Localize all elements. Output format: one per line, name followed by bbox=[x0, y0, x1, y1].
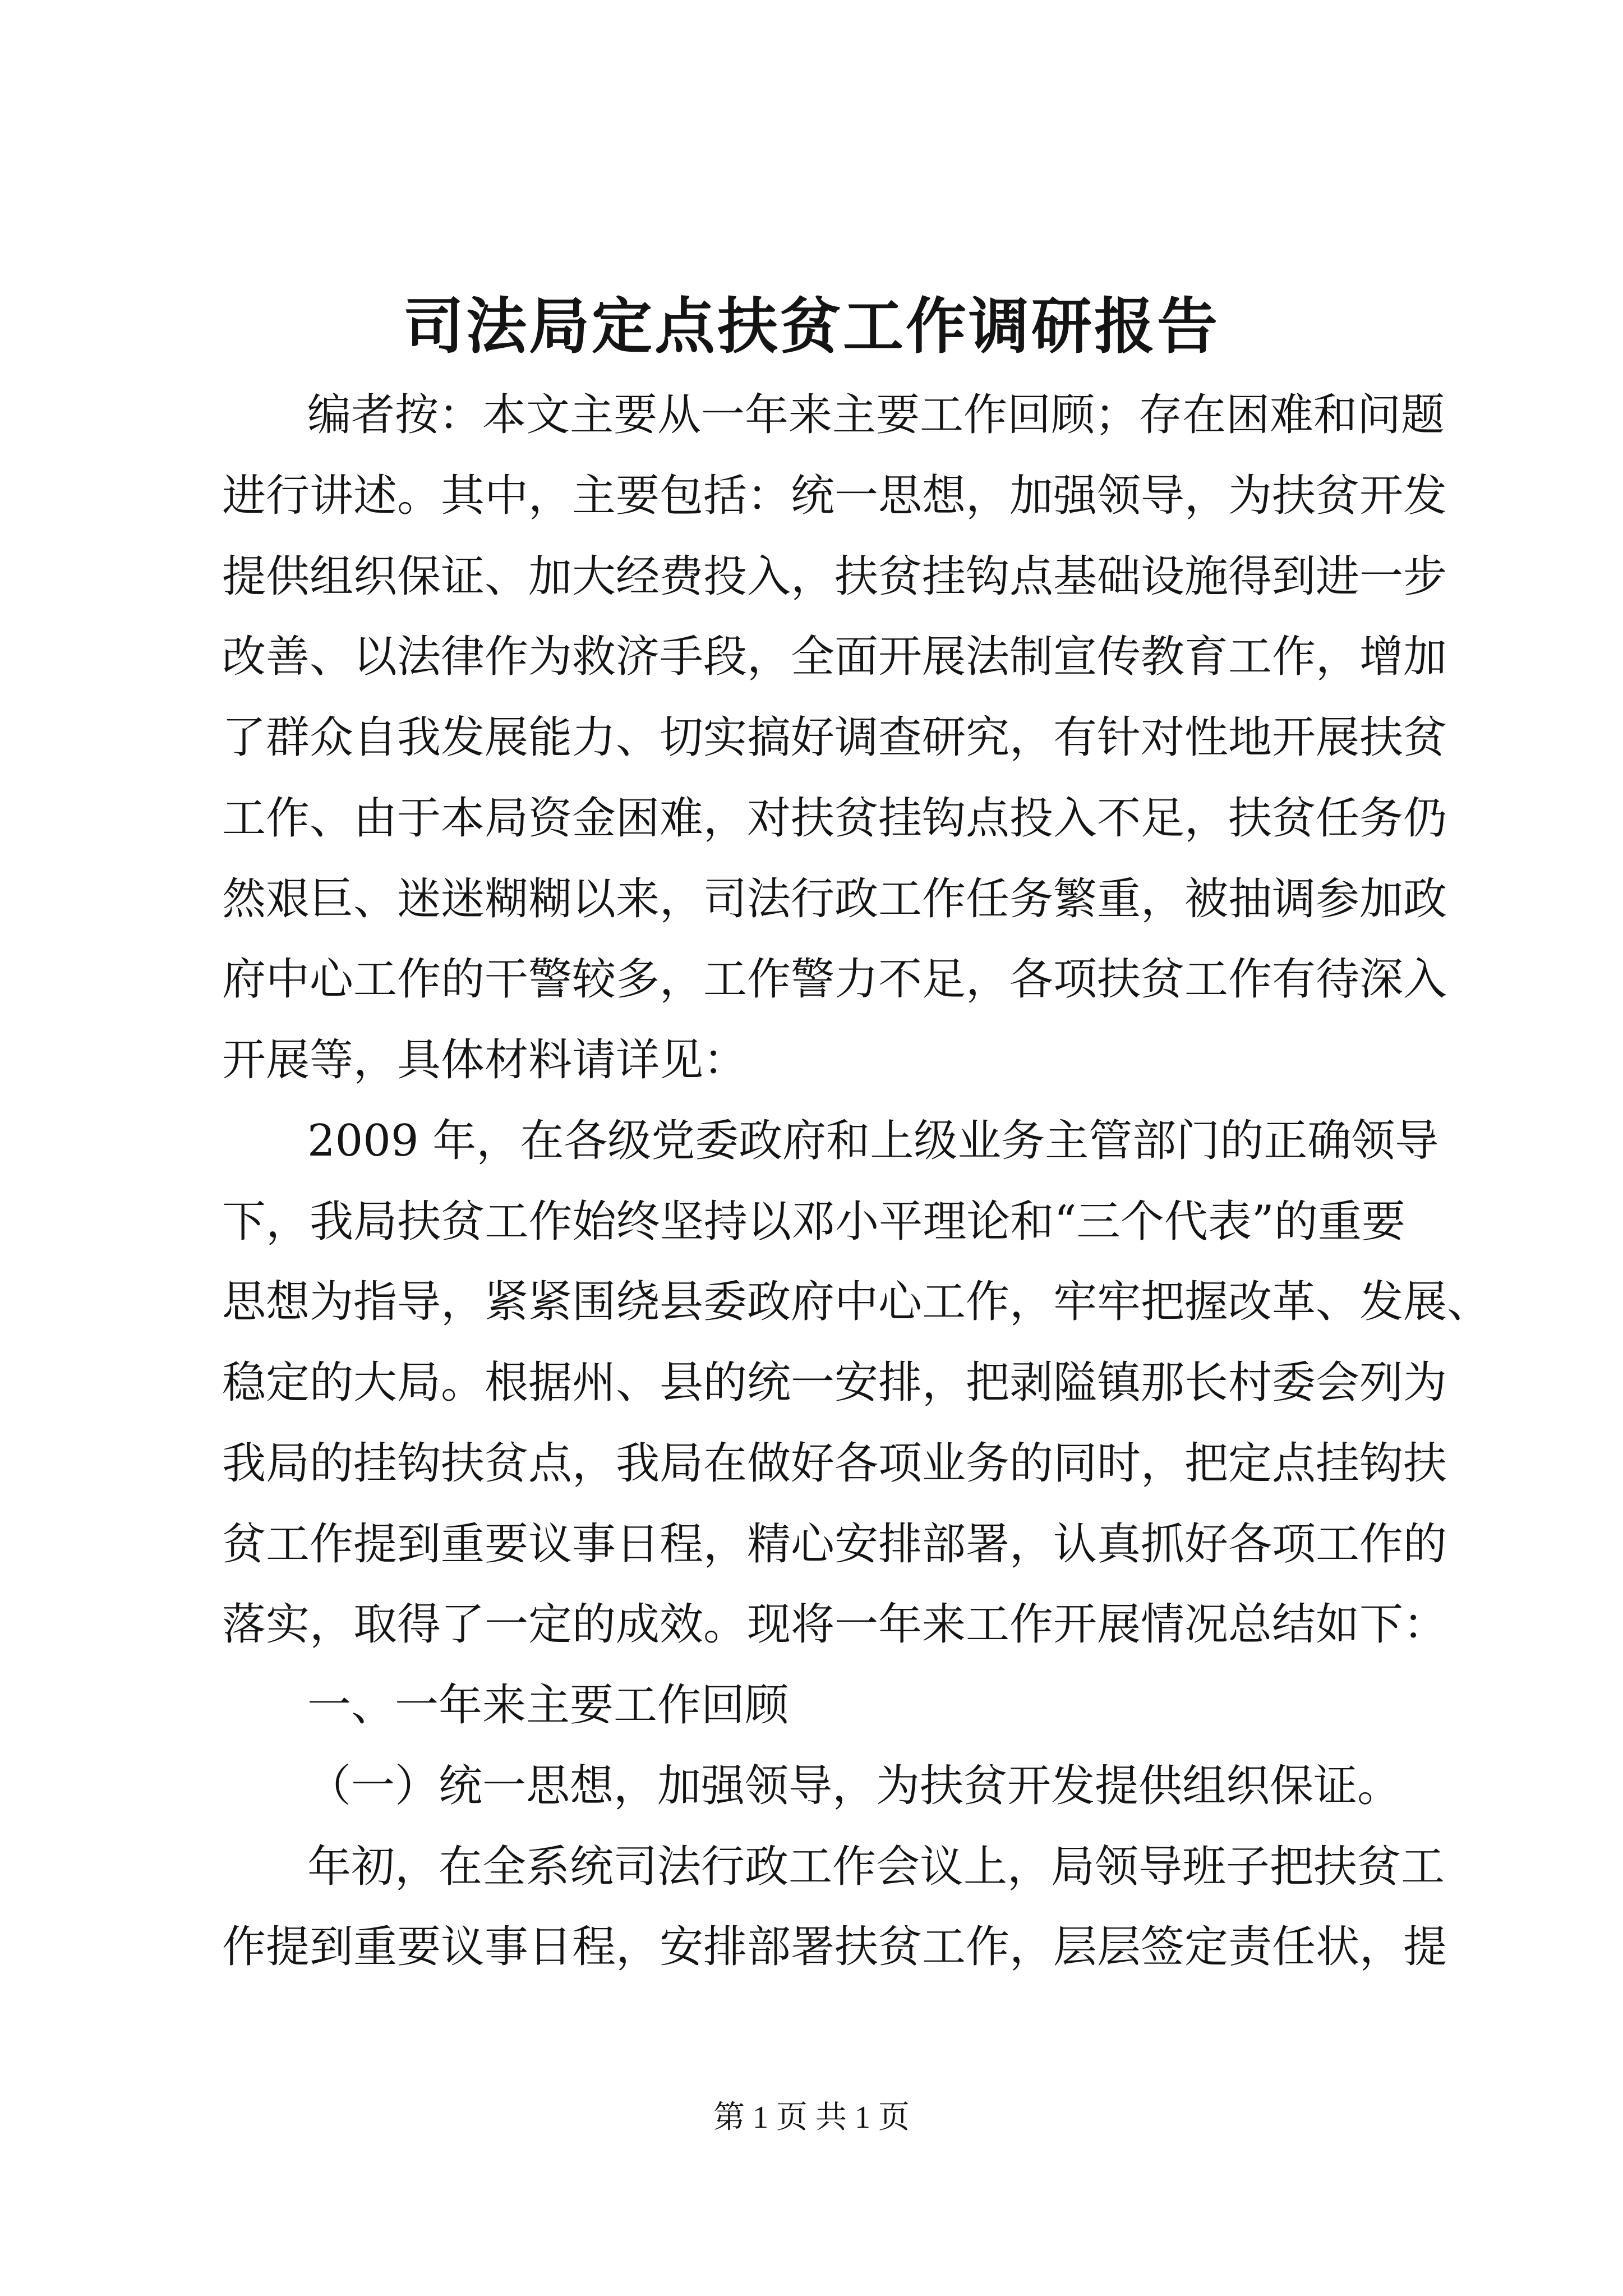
paragraph-line: 然艰巨、迷迷糊糊以来，司法行政工作任务繁重，被抽调参加政 bbox=[222, 874, 1447, 924]
paragraph-line: 作提到重要议事日程，安排部署扶贫工作，层层签定责任状，提 bbox=[222, 1922, 1447, 1972]
paragraph-line: 思想为指导，紧紧围绕县委政府中心工作，牢牢把握改革、发展、 bbox=[222, 1277, 1491, 1327]
paragraph-line: 进行讲述。其中，主要包括：统一思想，加强领导，为扶贫开发 bbox=[222, 471, 1447, 521]
page-footer: 第 1 页 共 1 页 bbox=[713, 2100, 910, 2135]
paragraph-line: 我局的挂钩扶贫点，我局在做好各项业务的同时，把定点挂钩扶 bbox=[222, 1438, 1447, 1489]
subsection-heading: （一）统一思想，加强领导，为扶贫开发提供组织保证。 bbox=[307, 1761, 1401, 1811]
paragraph-line: 下，我局扶贫工作始终坚持以邓小平理论和“三个代表”的重要 bbox=[222, 1197, 1405, 1247]
paragraph-line: 工作、由于本局资金困难，对扶贫挂钩点投入不足，扶贫任务仍 bbox=[222, 793, 1447, 844]
paragraph-line: 贫工作提到重要议事日程，精心安排部署，认真抓好各项工作的 bbox=[222, 1519, 1447, 1570]
section-heading: 一、一年来主要工作回顾 bbox=[307, 1680, 789, 1731]
paragraph-line: 改善、以法律作为救济手段，全面开展法制宣传教育工作，增加 bbox=[222, 632, 1447, 682]
paragraph-line: 提供组织保证、加大经费投入，扶贫挂钩点基础设施得到进一步 bbox=[222, 551, 1447, 602]
paragraph-line: 稳定的大局。根据州、县的统一安排，把剥隘镇那长村委会列为 bbox=[222, 1358, 1447, 1408]
document-title: 司法局定点扶贫工作调研报告 bbox=[403, 291, 1220, 362]
paragraph-line: 年初，在全系统司法行政工作会议上，局领导班子把扶贫工 bbox=[307, 1842, 1445, 1892]
paragraph-line: 编者按：本文主要从一年来主要工作回顾；存在困难和问题 bbox=[307, 390, 1445, 440]
paragraph-line: 开展等，具体材料请详见： bbox=[222, 1035, 748, 1085]
paragraph-line: 了群众自我发展能力、切实搞好调查研究，有针对性地开展扶贫 bbox=[222, 712, 1447, 763]
paragraph-line: 落实，取得了一定的成效。现将一年来工作开展情况总结如下： bbox=[222, 1599, 1447, 1650]
paragraph-line: 府中心工作的干警较多，工作警力不足，各项扶贫工作有待深入 bbox=[222, 954, 1447, 1005]
paragraph-line: 2009 年，在各级党委政府和上级业务主管部门的正确领导 bbox=[307, 1116, 1439, 1166]
